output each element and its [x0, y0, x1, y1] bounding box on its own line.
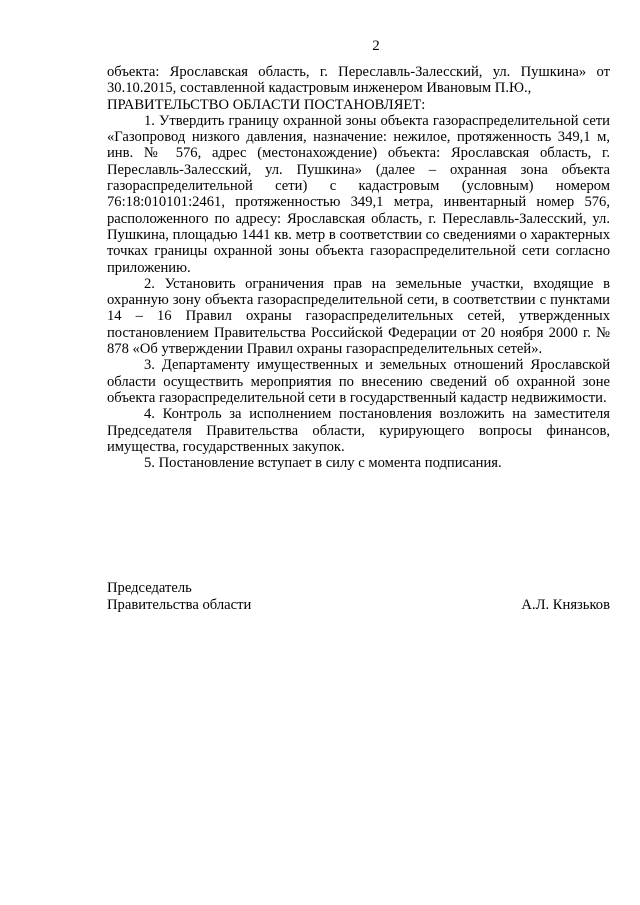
signature-title-line2: Правительства области [107, 597, 252, 613]
signature-row [107, 597, 610, 614]
paragraph-item-2: 2. Установить ограничения прав на земельные участки, входящие в охранную зону объекта газораспределительной сети, в соответствии с пунктами 14 – 16 Правил охраны газораспределительных сетей, утвержденных постановлением Правительства Российской Федерации от 20 ноября 2000 г. № 878 «Об утверждении Правил охраны газораспределительных сетей». [107, 275, 610, 358]
signature-block [107, 580, 610, 614]
paragraph-intro-continuation: объекта: Ярославская область, г. Переславль-Залесский, ул. Пушкина» от 30.10.2015, составленной кадастровым инженером Ивановым П.Ю., [107, 64, 610, 97]
paragraph-item-1: 1. Утвердить границу охранной зоны объекта газораспределительной сети «Газопровод низкого давления, назначение: нежилое, протяженность 349,1 м, инв. № 576, адрес (местонахождение) объекта: Ярославская область, г. Переславль-Залесский, ул. Пушкина» (далее – охранная зона объекта газораспределительной сети) с кадастровым (условным) номером 76:18:010101:2461, протяженностью 349,1 метра, инвентарный номер 576, расположенного по адресу: Ярославская область, г. Переславль-Залесский, ул. Пушкина, площадью 1441 кв. метр в соответствии со сведениями о характерных точках границы охранной зоны объекта газораспределительной сети согласно приложению. [107, 112, 610, 276]
paragraph-item-5: 5. Постановление вступает в силу с момента подписания. [144, 455, 502, 472]
signature-title-line1: Председатель [107, 580, 192, 596]
paragraph-item-4: 4. Контроль за исполнением постановления возложить на заместителя Председателя Правительства области, курирующего вопросы финансов, имущества, государственных закупок. [107, 406, 610, 455]
document-body [107, 64, 610, 471]
signatory-name: А.Л. Князьков [521, 597, 610, 613]
page-number: 2 [372, 38, 380, 54]
paragraph-resolves: ПРАВИТЕЛЬСТВО ОБЛАСТИ ПОСТАНОВЛЯЕТ: [107, 96, 426, 113]
paragraph-item-3: 3. Департаменту имущественных и земельных отношений Ярославской области осуществить мероприятия по внесению сведений об охранной зоне объекта газораспределительной сети в государственный кадастр недвижимости. [107, 357, 610, 406]
